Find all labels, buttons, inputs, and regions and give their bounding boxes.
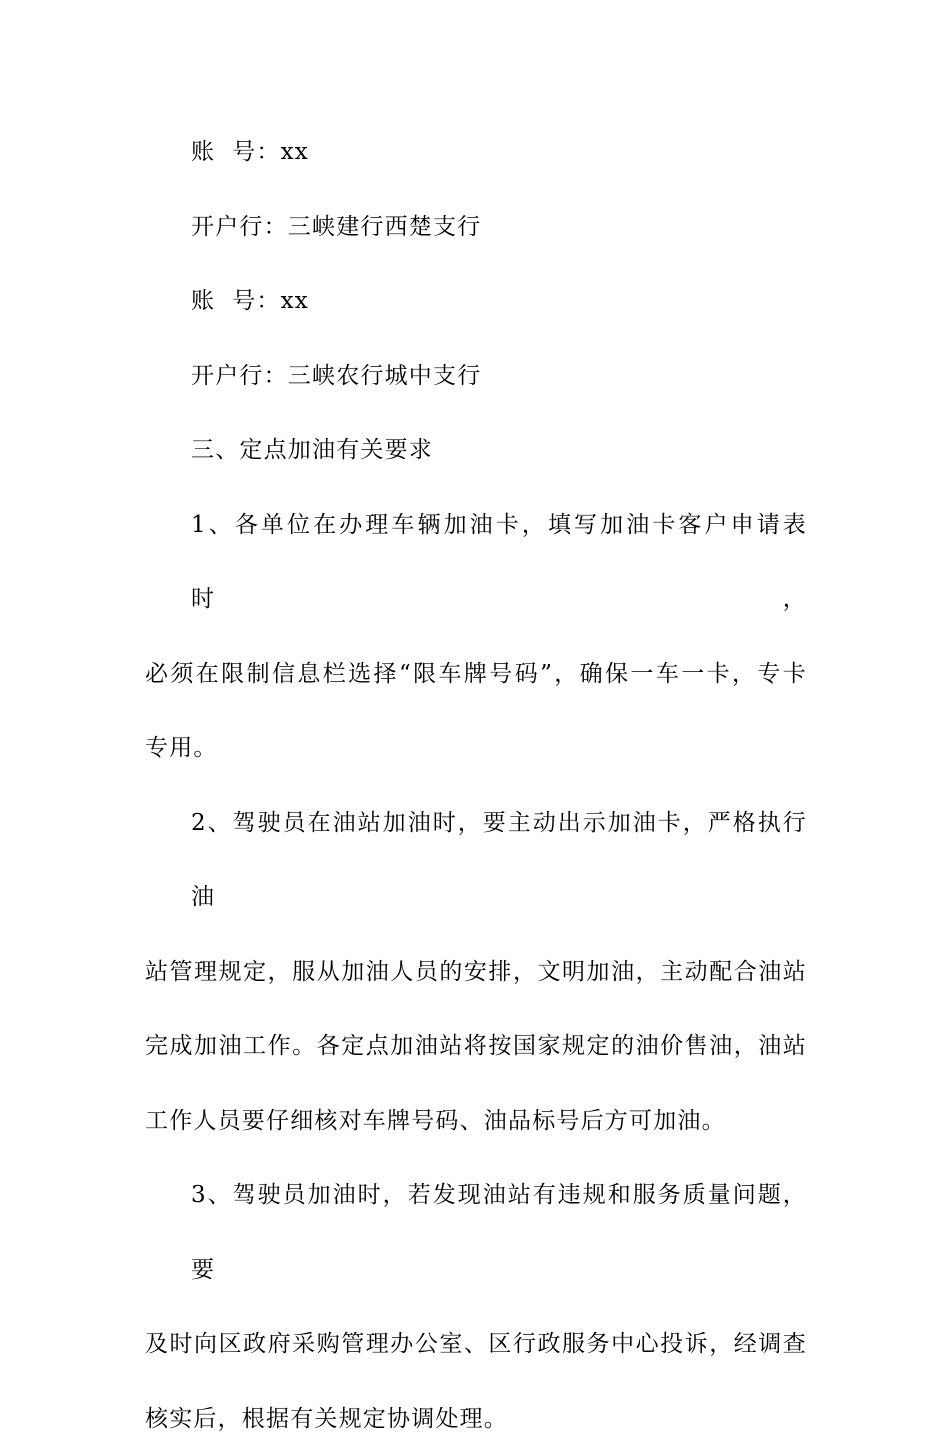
requirement-item-1 [145,488,807,786]
paragraph-line: 1、各单位在办理车辆加油卡，填写加油卡客户申请表时， [145,488,807,637]
bank-line-text: 开户行：三峡建行西楚支行 [145,190,807,265]
bank-line-1 [145,190,807,265]
section-heading-text: 三、定点加油有关要求 [145,413,807,488]
requirement-paragraph [145,488,807,786]
paragraph-line: 工作人员要仔细核对车牌号码、油品标号后方可加油。 [145,1084,807,1159]
paragraph-line: 及时向区政府采购管理办公室、区行政服务中心投诉，经调查 [145,1307,807,1382]
account-line-2 [145,264,807,339]
paragraph-line: 站管理规定，服从加油人员的安排，文明加油，主动配合油站 [145,935,807,1010]
account-line-1 [145,115,807,190]
paragraph-line: 必须在限制信息栏选择“限车牌号码”，确保一车一卡，专卡 [145,637,807,712]
section-heading [145,413,807,488]
paragraph-line: 2、驾驶员在油站加油时，要主动出示加油卡，严格执行油 [145,786,807,935]
requirement-item-2 [145,786,807,1159]
paragraph-line: 3、驾驶员加油时，若发现油站有违规和服务质量问题，要 [145,1158,807,1307]
document-body [145,115,807,1456]
requirement-paragraph [145,1158,807,1456]
paragraph-line: 专用。 [145,711,807,786]
account-line-text: 账 号：xx [145,264,807,339]
paragraph-line: 核实后，根据有关规定协调处理。 [145,1382,807,1456]
account-line-text: 账 号：xx [145,115,807,190]
requirement-paragraph [145,786,807,1159]
paragraph-line: 完成加油工作。各定点加油站将按国家规定的油价售油，油站 [145,1009,807,1084]
requirement-item-3 [145,1158,807,1456]
bank-line-text: 开户行：三峡农行城中支行 [145,339,807,414]
bank-line-2 [145,339,807,414]
